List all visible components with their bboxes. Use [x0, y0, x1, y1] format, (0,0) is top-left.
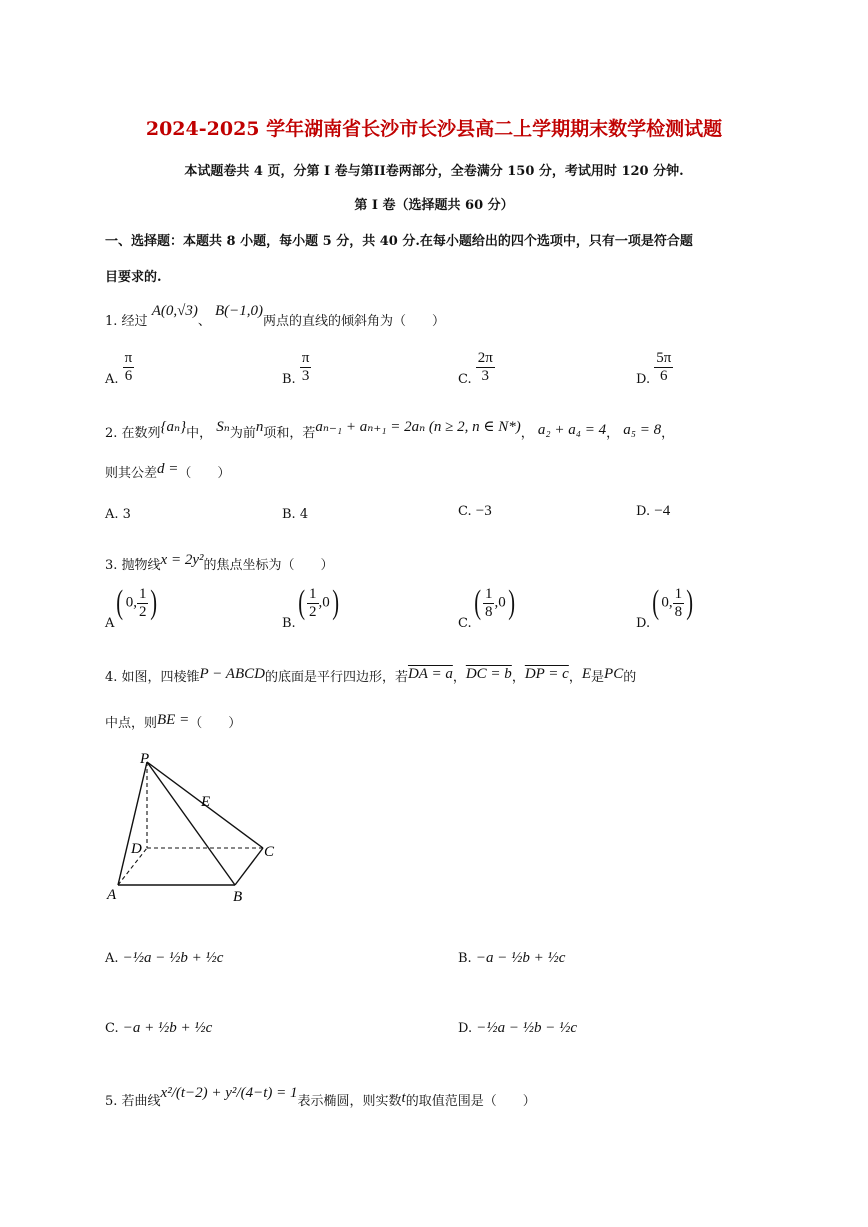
question-2-line2: 则其公差d =（ ）	[105, 461, 231, 481]
recurrence-formula: aₙ₋₁ + aₙ₊₁ = 2aₙ (n ≥ 2, n ∈ N*)	[315, 419, 521, 435]
point-b: B(−1,0)	[214, 303, 264, 319]
q1-option-d[interactable]: D. $\frac{5\pi}{6}$	[636, 350, 672, 387]
q1-option-b[interactable]: B. $\frac{\pi}{3}$	[282, 350, 310, 387]
q4-option-b[interactable]: B. −a − ½b + ½c	[458, 950, 566, 966]
q2-option-c[interactable]: C. −3	[458, 503, 492, 519]
question-4: 4. 如图，四棱锥P − ABCD的底面是平行四边形，若DA = a，DC = b，DP = c，E是PC的	[105, 666, 637, 685]
q4-option-d[interactable]: D. −½a − ½b − ½c	[458, 1020, 578, 1036]
q4-option-c[interactable]: C. −a + ½b + ½c	[105, 1020, 213, 1036]
pyramid-figure	[100, 750, 290, 910]
part-heading: 第 I 卷（选择题共 60 分）	[354, 198, 514, 213]
page-title: 2024-2025 学年湖南省长沙市长沙县高二上学期期末数学检测试题	[145, 118, 723, 140]
label-e: E	[201, 794, 211, 810]
label-p: P	[140, 751, 150, 767]
label-d: D	[131, 841, 142, 857]
question-4-line2: 中点，则BE =（ ）	[105, 712, 242, 731]
q2-option-b[interactable]: B. 4	[282, 507, 309, 522]
question-3: 3. 抛物线x = 2y²的焦点坐标为（ ）	[105, 552, 334, 573]
q1-option-c[interactable]: C. $\frac{2\pi}{3}$	[458, 350, 493, 387]
q2-option-d[interactable]: D. −4	[636, 503, 671, 519]
edge-pb	[147, 762, 235, 885]
parabola-equation: x = 2y²	[160, 552, 204, 568]
q1-option-a[interactable]: A. $\frac{\pi}{6}$	[105, 350, 133, 387]
q3-option-b[interactable]: B.( $\frac{1}{2}$ ,0)	[282, 584, 339, 631]
section-heading: 一、选择题：本题共 8 小题，每小题 5 分，共 40 分.在每小题给出的四个选项中，只有一项是符合题	[105, 234, 693, 249]
question-1: 1. 经过 A(0,√3)、 B(−1,0)两点的直线的倾斜角为（ ）	[105, 303, 446, 329]
q4-option-a[interactable]: A. −½a − ½b + ½c	[105, 950, 224, 966]
q3-option-a[interactable]: A( 0, $\frac{1}{2}$ )	[105, 584, 158, 631]
point-a: A(0,√3)	[151, 303, 198, 319]
section-heading-cont: 目要求的.	[105, 270, 162, 285]
q2-option-a[interactable]: A. 3	[105, 507, 131, 522]
q3-option-c[interactable]: C.( $\frac{1}{8}$ ,0)	[458, 584, 515, 631]
question-5: 5. 若曲线x²/(t−2) + y²/(4−t) = 1表示椭圆，则实数t的取值范围是（ ）	[105, 1085, 536, 1109]
edge-bc	[235, 848, 263, 885]
exam-info: 本试题卷共 4 页，分第 I 卷与第II卷两部分，全卷满分 150 分，考试用时 120 分钟.	[184, 164, 684, 179]
question-2: 2. 在数列{aₙ}中， Sₙ为前n项和，若aₙ₋₁ + aₙ₊₁ = 2aₙ (n ≥ 2, n ∈ N*)， a₂ + a₄ = 4， a₅ = 8，	[105, 419, 675, 441]
q3-option-d[interactable]: D.( 0, $\frac{1}{8}$ )	[636, 584, 694, 631]
label-b: B	[233, 889, 243, 905]
ellipse-equation: x²/(t−2) + y²/(4−t) = 1	[160, 1085, 298, 1101]
label-a: A	[107, 887, 117, 903]
label-c: C	[264, 844, 275, 860]
